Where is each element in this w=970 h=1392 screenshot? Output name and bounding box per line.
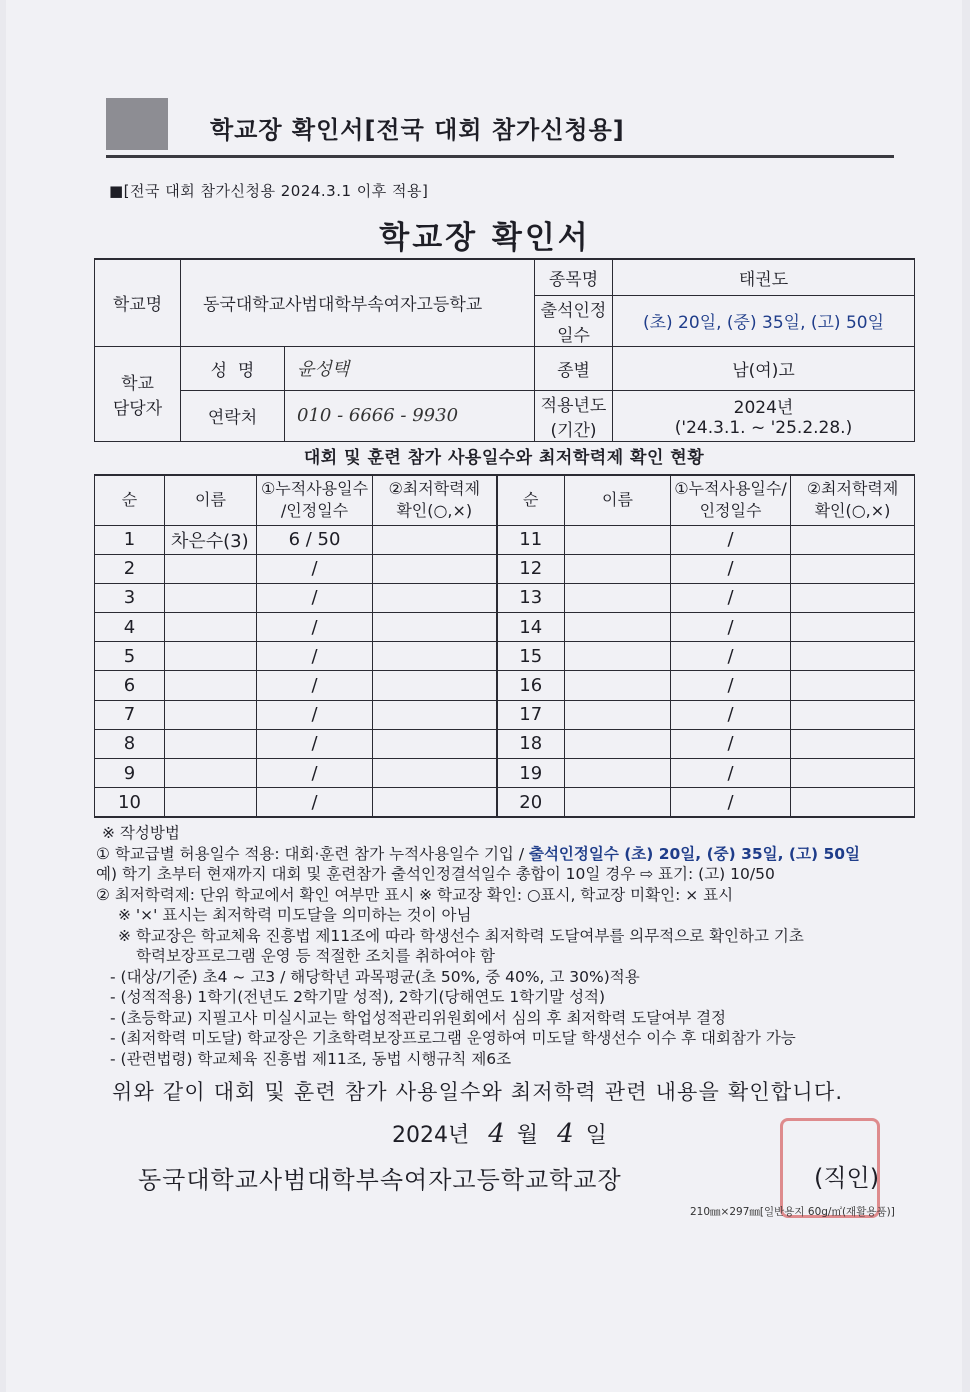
instruction-line: - (대상/기준) 초4 ~ 고3 / 해당학년 과목평균(초 50%, 중 40%, 고 30%)적용 <box>110 967 640 986</box>
row-check <box>373 788 497 817</box>
row-days-right: / <box>671 642 791 671</box>
manager-label-line2: 담당자 <box>112 398 163 419</box>
seal-label: (직인) <box>814 1164 880 1192</box>
row-days: / <box>257 759 373 788</box>
row-name <box>165 729 257 758</box>
type-value: 남(여)고 <box>613 346 915 390</box>
row-no: 3 <box>95 583 165 612</box>
row-check <box>373 759 497 788</box>
col-header-days-line1: ①누적사용일수 <box>260 479 369 499</box>
row-check-right <box>791 788 915 817</box>
row-check-right <box>791 759 915 788</box>
row-no-right: 15 <box>497 642 565 671</box>
row-name-right <box>565 671 671 700</box>
row-check-right <box>791 729 915 758</box>
col-header-days-line2: /인정일수 <box>280 501 349 521</box>
row-days-right: / <box>671 700 791 729</box>
row-days-right: / <box>671 554 791 583</box>
col-header-check <box>373 475 497 525</box>
row-check-right <box>791 642 915 671</box>
row-check-right <box>791 583 915 612</box>
instructions-heading: ※ 작성방법 <box>102 824 180 842</box>
year-label-line2: (기간) <box>550 420 597 441</box>
row-days-right: / <box>671 671 791 700</box>
row-no: 1 <box>95 525 165 554</box>
instruction-line <box>96 844 936 865</box>
row-name-right <box>565 583 671 612</box>
table-row <box>95 700 915 729</box>
row-check <box>373 525 497 554</box>
row-check <box>373 583 497 612</box>
event-label: 종목명 <box>535 259 613 295</box>
col-header-no: 순 <box>95 475 165 525</box>
form-version-note: ■[전국 대회 참가신청용 2024.3.1 이후 적용] <box>109 182 429 200</box>
row-days-right: / <box>671 729 791 758</box>
row-name-right <box>565 788 671 817</box>
instruction-line: 예) 학기 초부터 현재까지 대회 및 훈련참가 출석인정결석일수 총합이 10일 경우 ⇨ 표기: (고) 10/50 <box>96 865 775 883</box>
col-header-days-right-line1: ①누적사용일수/ <box>674 479 787 499</box>
name-label: 성 명 <box>181 346 285 390</box>
row-name <box>165 642 257 671</box>
instructions <box>96 823 936 1069</box>
row-days: / <box>257 788 373 817</box>
year-value-line2: ('24.3.1. ~ '25.2.28.) <box>674 418 853 438</box>
contact-label: 연락처 <box>181 390 285 441</box>
row-no: 10 <box>95 788 165 817</box>
row-no: 8 <box>95 729 165 758</box>
table-row <box>95 554 915 583</box>
contact-value: 010 - 6666 - 9930 <box>285 390 535 441</box>
row-check <box>373 671 497 700</box>
instruction-line: ② 최저학력제: 단위 학교에서 확인 여부만 표시 ※ 학교장 확인: ○표시, 학교장 미확인: × 표시 <box>96 885 734 904</box>
row-no-right: 18 <box>497 729 565 758</box>
paper-spec-footer: 210㎜×297㎜[일반용지 60g/㎡(재활용품)] <box>690 1206 895 1218</box>
row-check-right <box>791 700 915 729</box>
row-name <box>165 554 257 583</box>
manager-label-line1: 학교 <box>121 373 154 394</box>
instruction-line: 학력보장프로그램 운영 등 적절한 조치를 취하여야 함 <box>136 947 495 965</box>
col-header-check-right-line1: ②최저학력제 <box>806 479 899 499</box>
row-days: / <box>257 700 373 729</box>
event-value: 태권도 <box>613 259 915 295</box>
row-no-right: 17 <box>497 700 565 729</box>
attend-label <box>535 295 613 346</box>
row-no-right: 12 <box>497 554 565 583</box>
year-label <box>535 390 613 441</box>
row-check-right <box>791 613 915 642</box>
row-name: 차은수(3) <box>165 525 257 554</box>
row-no: 2 <box>95 554 165 583</box>
row-days: / <box>257 554 373 583</box>
instruction-line1-text: ① 학교급별 허용일수 적용: 대회·훈련 참가 누적사용일수 기입 / <box>96 844 529 863</box>
school-value: 동국대학교사범대학부속여자고등학교 <box>181 259 535 346</box>
header-bar <box>106 98 894 158</box>
date-year: 2024년 <box>392 1123 470 1148</box>
header-title: 학교장 확인서[전국 대회 참가신청용] <box>210 116 625 144</box>
table-row <box>95 788 915 817</box>
row-check-right <box>791 554 915 583</box>
row-name-right <box>565 554 671 583</box>
row-days-right: / <box>671 788 791 817</box>
header-grey-block <box>106 98 168 150</box>
row-name-right <box>565 525 671 554</box>
instruction-line: - (성적적용) 1학기(전년도 2학기말 성적), 2학기(당해연도 1학기말 성적) <box>110 988 606 1006</box>
table-row <box>95 525 915 554</box>
row-name <box>165 671 257 700</box>
instruction-line: - (관련법령) 학교체육 진흥법 제11조, 동법 시행규칙 제6조 <box>110 1049 512 1068</box>
col-header-days <box>257 475 373 525</box>
row-days: / <box>257 642 373 671</box>
table-row <box>95 642 915 671</box>
row-no-right: 11 <box>497 525 565 554</box>
type-label: 종별 <box>535 346 613 390</box>
instruction-line: - (최저학력 미도달) 학교장은 기초학력보장프로그램 운영하여 미도달 학생선수 이수 후 대회참가 가능 <box>110 1029 796 1047</box>
row-days-right: / <box>671 525 791 554</box>
col-header-check-right <box>791 475 915 525</box>
row-name <box>165 700 257 729</box>
manager-label <box>95 346 181 441</box>
date-day: 4 <box>557 1119 574 1149</box>
page-title: 학교장 확인서 <box>379 220 591 256</box>
row-days-right: / <box>671 613 791 642</box>
row-check <box>373 700 497 729</box>
row-check-right <box>791 671 915 700</box>
row-days: / <box>257 671 373 700</box>
row-name-right <box>565 729 671 758</box>
table-row <box>95 583 915 612</box>
row-no-right: 16 <box>497 671 565 700</box>
confirmation-statement: 위와 같이 대회 및 훈련 참가 사용일수와 최저학력 관련 내용을 확인합니다. <box>112 1080 844 1104</box>
col-header-name-right: 이름 <box>565 475 671 525</box>
date-day-unit: 일 <box>585 1123 607 1148</box>
col-header-check-line1: ②최저학력제 <box>388 479 481 499</box>
year-label-line1: 적용년도 <box>540 395 607 416</box>
row-no: 6 <box>95 671 165 700</box>
table-body <box>95 525 915 817</box>
row-check-right <box>791 525 915 554</box>
instruction-line: - (초등학교) 지필고사 미실시교는 학업성적관리위원회에서 심의 후 최저학력 도달여부 결정 <box>110 1008 727 1027</box>
table-row <box>95 613 915 642</box>
attend-label-line1: 출석인정 <box>540 300 607 321</box>
school-label: 학교명 <box>95 259 181 346</box>
participation-table <box>94 474 915 818</box>
row-no: 5 <box>95 642 165 671</box>
instruction-line: ※ 학교장은 학교체육 진흥법 제11조에 따라 학생선수 최저학력 도달여부를 의무적으로 확인하고 기초 <box>118 926 804 945</box>
row-no: 4 <box>95 613 165 642</box>
row-name <box>165 759 257 788</box>
row-check <box>373 642 497 671</box>
instruction-line: ※ '×' 표시는 최저학력 미도달을 의미하는 것이 아님 <box>118 906 472 924</box>
row-name <box>165 788 257 817</box>
table-header-row <box>95 475 915 525</box>
date-month: 4 <box>488 1119 505 1149</box>
row-no: 7 <box>95 700 165 729</box>
table-row <box>95 759 915 788</box>
table-row <box>95 729 915 758</box>
section-title: 대회 및 훈련 참가 사용일수와 최저학력제 확인 현황 <box>303 448 705 468</box>
row-days: / <box>257 613 373 642</box>
row-no: 9 <box>95 759 165 788</box>
info-table <box>94 258 915 442</box>
row-no-right: 20 <box>497 788 565 817</box>
row-name <box>165 583 257 612</box>
row-days-right: / <box>671 759 791 788</box>
year-value <box>613 390 915 441</box>
col-header-days-right <box>671 475 791 525</box>
row-name <box>165 613 257 642</box>
row-check <box>373 729 497 758</box>
col-header-name: 이름 <box>165 475 257 525</box>
date-month-unit: 월 <box>516 1123 539 1148</box>
row-check <box>373 613 497 642</box>
name-value: 윤성택 <box>285 346 535 390</box>
col-header-check-right-line2: 확인(○,×) <box>814 501 891 521</box>
row-days: / <box>257 583 373 612</box>
row-no-right: 14 <box>497 613 565 642</box>
row-days: / <box>257 729 373 758</box>
table-row <box>95 671 915 700</box>
year-value-line1: 2024년 <box>733 398 794 418</box>
row-no-right: 13 <box>497 583 565 612</box>
row-name-right <box>565 613 671 642</box>
signature-date <box>392 1118 607 1149</box>
attend-value: (초) 20일, (중) 35일, (고) 50일 <box>613 295 915 346</box>
row-name-right <box>565 700 671 729</box>
row-name-right <box>565 759 671 788</box>
row-name-right <box>565 642 671 671</box>
col-header-days-right-line2: 인정일수 <box>699 501 762 521</box>
principal-signature: 동국대학교사범대학부속여자고등학교학교장 <box>138 1166 622 1194</box>
row-days-right: / <box>671 583 791 612</box>
col-header-no-right: 순 <box>497 475 565 525</box>
row-days: 6 / 50 <box>257 525 373 554</box>
attend-label-line2: 일수 <box>557 325 590 346</box>
instruction-line1-highlight: 출석인정일수 (초) 20일, (중) 35일, (고) 50일 <box>528 844 861 863</box>
row-no-right: 19 <box>497 759 565 788</box>
col-header-check-line2: 확인(○,×) <box>396 501 473 521</box>
row-check <box>373 554 497 583</box>
